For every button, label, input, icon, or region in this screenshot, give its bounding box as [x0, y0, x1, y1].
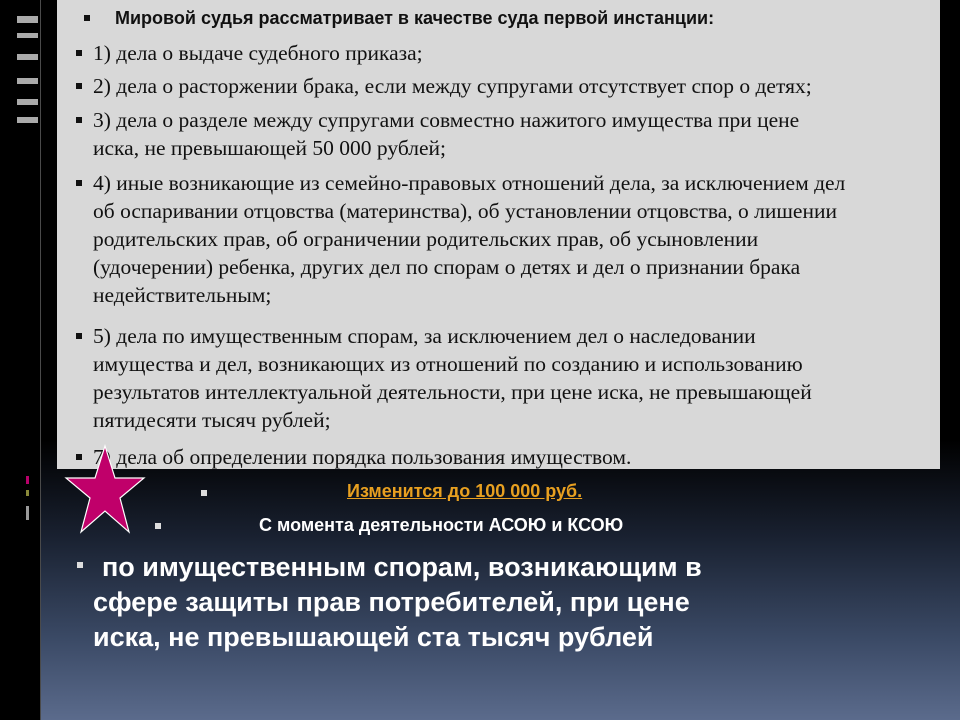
left-stripe [0, 0, 40, 720]
since-note: С момента деятельности АСОЮ и КСОЮ [259, 515, 624, 535]
consumer-line: иска, не превышающей ста тысяч рублей [93, 622, 654, 652]
deco-bar [17, 54, 38, 60]
list-item-line: пятидесяти тысяч рублей; [93, 408, 331, 432]
bullet-icon [77, 562, 83, 568]
bullet-icon [76, 50, 82, 56]
deco-bar [17, 78, 38, 84]
consumer-disputes-text [93, 550, 953, 655]
list-item-line: 1) дела о выдаче судебного приказа; [93, 41, 423, 65]
deco-bar [17, 117, 38, 123]
list-item-line: родительских прав, об ограничении родительских прав, об усыновлении [93, 227, 759, 251]
list-item-line: 7) дела об определении порядка пользования имуществом. [93, 445, 632, 469]
list-item-line: об оспаривании отцовства (материнства), об установлении отцовства, о лишении [93, 199, 837, 223]
bullet-icon [155, 523, 161, 529]
list-item-line: 5) дела по имущественным спорам, за исключением дел о наследовании [93, 324, 756, 348]
slide-heading: Мировой судья рассматривает в качестве суда первой инстанции: [115, 8, 715, 28]
consumer-line: по имущественным спорам, возникающим в [102, 552, 702, 582]
deco-accent-olive [26, 490, 29, 496]
bullet-icon [76, 117, 82, 123]
list-item-line: (удочерении) ребенка, других дел по спорам о детях и дел о признании брака [93, 255, 801, 279]
list-item-line: недействительным; [93, 283, 272, 307]
deco-accent-gray [26, 506, 29, 520]
bullet-icon [76, 83, 82, 89]
list-item-line: 3) дела о разделе между супругами совместно нажитого имущества при цене [93, 108, 800, 132]
list-item-line: результатов интеллектуальной деятельности, при цене иска, не превышающей [93, 380, 812, 404]
star-icon [64, 442, 146, 536]
bullet-icon [76, 180, 82, 186]
left-divider-line [40, 0, 41, 720]
list-item-line: иска, не превышающей 50 000 рублей; [93, 136, 447, 160]
deco-bar [17, 33, 38, 38]
deco-bar [17, 99, 38, 105]
bullet-icon [84, 15, 90, 21]
bullet-icon [76, 333, 82, 339]
list-item-line: имущества и дел, возникающих из отношений по созданию и использованию [93, 352, 803, 376]
deco-accent-magenta [26, 476, 29, 484]
consumer-line: сфере защиты прав потребителей, при цене [93, 587, 690, 617]
bullet-icon [201, 490, 207, 496]
list-item-line: 4) иные возникающие из семейно-правовых отношений дела, за исключением дел [93, 171, 846, 195]
change-note-link[interactable]: Изменится до 100 000 руб. [347, 481, 583, 501]
list-item-line: 2) дела о расторжении брака, если между супругами отсутствует спор о детях; [93, 74, 812, 98]
deco-bar [17, 16, 38, 23]
